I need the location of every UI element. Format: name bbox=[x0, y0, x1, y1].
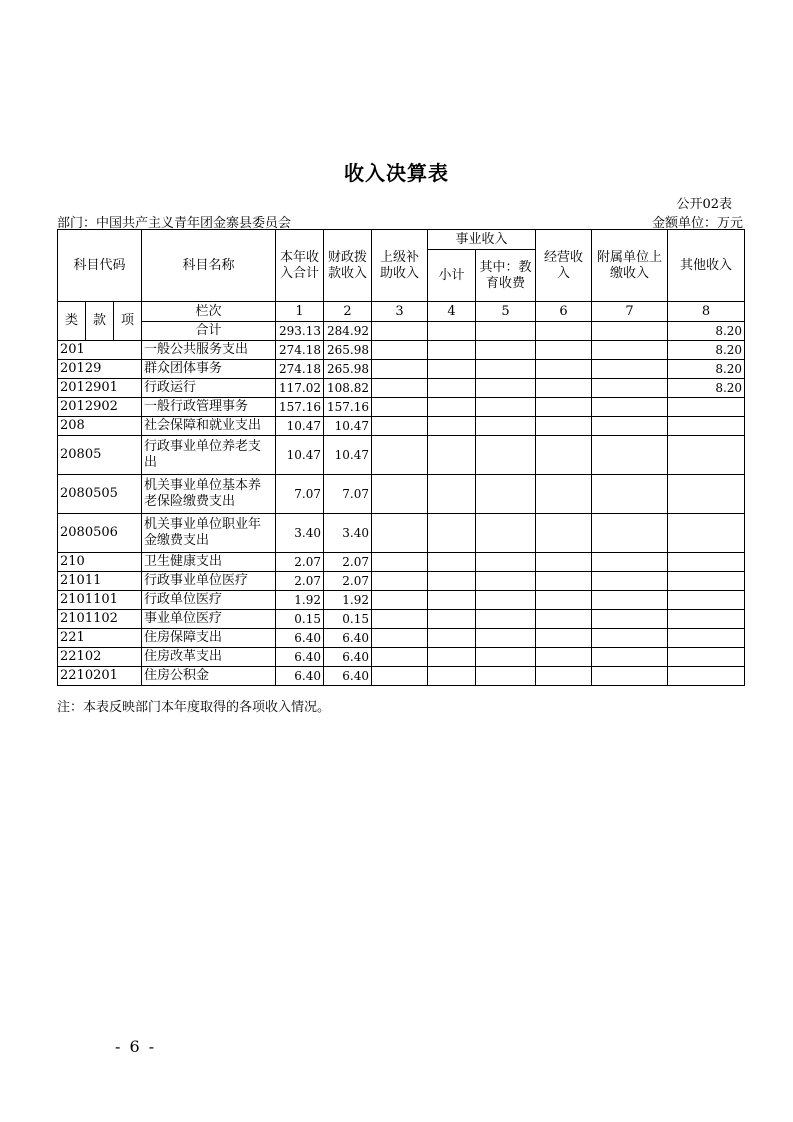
unit-label: 金额单位：万元 bbox=[651, 216, 743, 231]
other-income-value bbox=[668, 648, 745, 667]
header-column-no: 栏次 bbox=[142, 302, 276, 322]
fiscal-value: 3.40 bbox=[324, 514, 372, 553]
total-income-value: 0.15 bbox=[276, 610, 324, 629]
fiscal-value: 108.82 bbox=[324, 379, 372, 398]
total-income-value: 10.47 bbox=[276, 436, 324, 475]
table-row bbox=[58, 341, 745, 360]
header-superior-subsidy: 上级补助收入 bbox=[372, 230, 428, 302]
other-income-value: 8.20 bbox=[668, 379, 745, 398]
header-business-income: 事业收入 bbox=[428, 230, 536, 250]
table-row bbox=[58, 436, 745, 475]
other-income-value bbox=[668, 436, 745, 475]
col-number: 5 bbox=[476, 302, 536, 322]
total-income-value: 6.40 bbox=[276, 667, 324, 686]
col-number: 7 bbox=[592, 302, 668, 322]
table-row bbox=[58, 360, 745, 379]
header-section: 款 bbox=[86, 302, 114, 341]
total-income-value: 2.07 bbox=[276, 572, 324, 591]
subject-name: 机关事业单位职业年金缴费支出 bbox=[142, 514, 276, 553]
table-row bbox=[58, 572, 745, 591]
income-table bbox=[57, 229, 745, 686]
subject-name: 行政单位医疗 bbox=[142, 591, 276, 610]
total-income-value: 6.40 bbox=[276, 629, 324, 648]
fiscal-value: 2.07 bbox=[324, 572, 372, 591]
form-number: 公开02表 bbox=[676, 197, 732, 212]
subject-name: 卫生健康支出 bbox=[142, 553, 276, 572]
col-number: 1 bbox=[276, 302, 324, 322]
subject-code: 210 bbox=[58, 553, 142, 572]
table-row bbox=[58, 417, 745, 436]
other-income-value bbox=[668, 629, 745, 648]
table-row bbox=[58, 475, 745, 514]
table-row bbox=[58, 514, 745, 553]
other-income-value bbox=[668, 591, 745, 610]
other-income-value bbox=[668, 553, 745, 572]
total-income-value: 6.40 bbox=[276, 648, 324, 667]
table-row bbox=[58, 667, 745, 686]
other-income-value bbox=[668, 667, 745, 686]
header-other-income: 其他收入 bbox=[668, 230, 745, 302]
subject-name: 机关事业单位基本养老保险缴费支出 bbox=[142, 475, 276, 514]
subject-name: 住房公积金 bbox=[142, 667, 276, 686]
fiscal-value: 6.40 bbox=[324, 629, 372, 648]
subject-code: 201 bbox=[58, 341, 142, 360]
table-row bbox=[58, 553, 745, 572]
subject-code: 208 bbox=[58, 417, 142, 436]
subject-name: 住房改革支出 bbox=[142, 648, 276, 667]
subject-code: 22102 bbox=[58, 648, 142, 667]
subject-code: 20805 bbox=[58, 436, 142, 475]
total-fiscal-value: 284.92 bbox=[324, 322, 372, 341]
table-row bbox=[58, 648, 745, 667]
col-number: 4 bbox=[428, 302, 476, 322]
fiscal-value: 6.40 bbox=[324, 648, 372, 667]
total-income-value: 3.40 bbox=[276, 514, 324, 553]
subject-code: 20129 bbox=[58, 360, 142, 379]
col-number: 6 bbox=[536, 302, 592, 322]
subject-code: 2080506 bbox=[58, 514, 142, 553]
total-income-value: 10.47 bbox=[276, 417, 324, 436]
total-income-value: 2.07 bbox=[276, 553, 324, 572]
subject-name: 群众团体事务 bbox=[142, 360, 276, 379]
subject-name: 行政运行 bbox=[142, 379, 276, 398]
table-row bbox=[58, 398, 745, 417]
subject-code: 2080505 bbox=[58, 475, 142, 514]
total-other-value: 8.20 bbox=[668, 322, 745, 341]
col-number: 3 bbox=[372, 302, 428, 322]
other-income-value bbox=[668, 398, 745, 417]
total-label: 合计 bbox=[142, 322, 276, 341]
other-income-value bbox=[668, 475, 745, 514]
table-row bbox=[58, 610, 745, 629]
col-number: 8 bbox=[668, 302, 745, 322]
table-note: 注：本表反映部门本年度取得的各项收入情况。 bbox=[57, 700, 331, 715]
total-income-value: 117.02 bbox=[276, 379, 324, 398]
subject-code: 2210201 bbox=[58, 667, 142, 686]
other-income-value bbox=[668, 514, 745, 553]
page-title: 收入决算表 bbox=[344, 161, 449, 185]
total-income-value: 157.16 bbox=[276, 398, 324, 417]
fiscal-value: 157.16 bbox=[324, 398, 372, 417]
fiscal-value: 10.47 bbox=[324, 417, 372, 436]
fiscal-value: 265.98 bbox=[324, 360, 372, 379]
total-row bbox=[58, 322, 745, 341]
subject-code: 2012902 bbox=[58, 398, 142, 417]
other-income-value: 8.20 bbox=[668, 360, 745, 379]
table-row bbox=[58, 379, 745, 398]
header-subtotal: 小计 bbox=[428, 250, 476, 302]
subject-code: 2101102 bbox=[58, 610, 142, 629]
header-fiscal-appropriation: 财政拨款收入 bbox=[324, 230, 372, 302]
total-income-value: 7.07 bbox=[276, 475, 324, 514]
fiscal-value: 265.98 bbox=[324, 341, 372, 360]
header-education-fees: 其中：教育收费 bbox=[476, 250, 536, 302]
subject-code: 21011 bbox=[58, 572, 142, 591]
header-item: 项 bbox=[114, 302, 142, 341]
total-income-value: 1.92 bbox=[276, 591, 324, 610]
total-income-value: 293.13 bbox=[276, 322, 324, 341]
other-income-value bbox=[668, 417, 745, 436]
fiscal-value: 6.40 bbox=[324, 667, 372, 686]
page-number: - 6 - bbox=[115, 1037, 157, 1056]
subject-code: 221 bbox=[58, 629, 142, 648]
subject-code: 2101101 bbox=[58, 591, 142, 610]
fiscal-value: 2.07 bbox=[324, 553, 372, 572]
subject-name: 社会保障和就业支出 bbox=[142, 417, 276, 436]
fiscal-value: 0.15 bbox=[324, 610, 372, 629]
header-affiliated-remit: 附属单位上缴收入 bbox=[592, 230, 668, 302]
subject-name: 一般行政管理事务 bbox=[142, 398, 276, 417]
fiscal-value: 7.07 bbox=[324, 475, 372, 514]
subject-name: 行政事业单位养老支出 bbox=[142, 436, 276, 475]
col-number: 2 bbox=[324, 302, 372, 322]
other-income-value bbox=[668, 610, 745, 629]
table-row bbox=[58, 591, 745, 610]
fiscal-value: 1.92 bbox=[324, 591, 372, 610]
subject-code: 2012901 bbox=[58, 379, 142, 398]
subject-name: 住房保障支出 bbox=[142, 629, 276, 648]
subject-name: 一般公共服务支出 bbox=[142, 341, 276, 360]
subject-name: 事业单位医疗 bbox=[142, 610, 276, 629]
department-label: 部门：中国共产主义青年团金寨县委员会 bbox=[57, 216, 292, 231]
total-income-value: 274.18 bbox=[276, 341, 324, 360]
subject-name: 行政事业单位医疗 bbox=[142, 572, 276, 591]
other-income-value bbox=[668, 572, 745, 591]
header-class: 类 bbox=[58, 302, 86, 341]
table-row bbox=[58, 629, 745, 648]
header-subject-name: 科目名称 bbox=[142, 230, 276, 302]
header-total-income: 本年收入合计 bbox=[276, 230, 324, 302]
total-income-value: 274.18 bbox=[276, 360, 324, 379]
header-subject-code: 科目代码 bbox=[58, 230, 142, 302]
fiscal-value: 10.47 bbox=[324, 436, 372, 475]
other-income-value: 8.20 bbox=[668, 341, 745, 360]
header-operating-income: 经营收入 bbox=[536, 230, 592, 302]
